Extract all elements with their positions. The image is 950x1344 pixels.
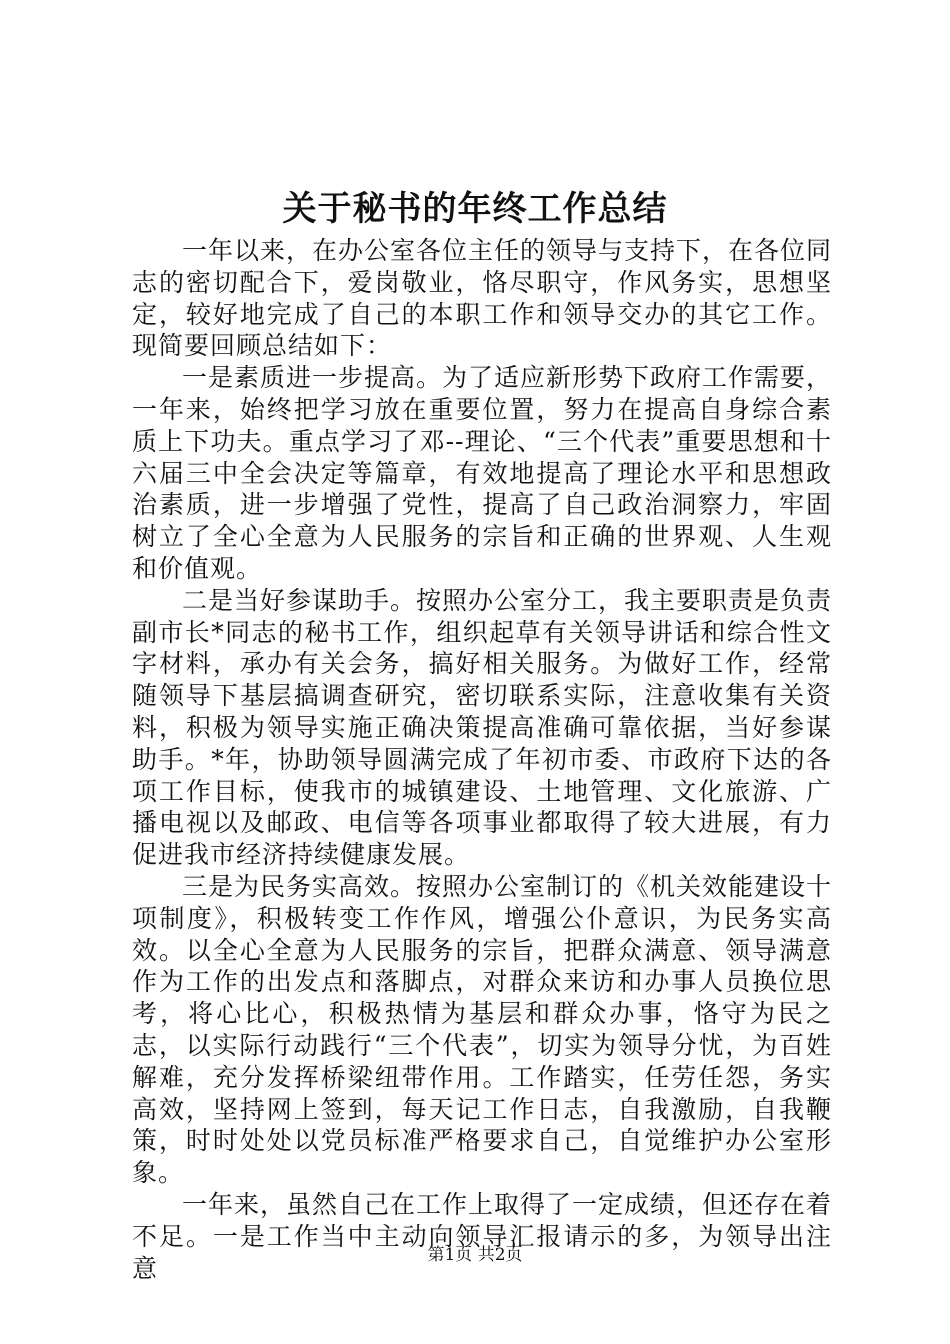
document-title: 关于秘书的年终工作总结 [282, 189, 668, 229]
document-body [132, 235, 832, 1284]
paragraph-shortcomings: 一年来，虽然自己在工作上取得了一定成绩，但还存在着不足。一是工作当中主动向领导汇报请示的多，为领导出注意 [132, 1189, 833, 1283]
paragraph-service: 三是为民务实高效。按照办公室制订的《机关效能建设十项制度》，积极转变工作作风，增强公仆意识，为民务实高效。以全心全意为人民服务的宗旨，把群众满意、领导满意作为工作的出发点和落脚点，对群众来访和办事人员换位思考，将心比心，积极热情为基层和群众办事，恪守为民之志，以实际行动践行“三个代表”，切实为领导分忧，为百姓解难，充分发挥桥梁纽带作用。工作踏实，任劳任怨，务实高效，坚持网上签到，每天记工作日志，自我激励，自我鞭策，时时处处以党员标准严格要求自己，自觉维护办公室形象。 [132, 871, 833, 1188]
paragraph-assistant: 二是当好参谋助手。按照办公室分工，我主要职责是负责副市长*同志的秘书工作，组织起草有关领导讲话和综合性文字材料，承办有关会务，搞好相关服务。为做好工作，经常随领导下基层搞调查研究，密切联系实际，注意收集有关资料，积极为领导实施正确决策提高准确可靠依据，当好参谋助手。*年，协助领导圆满完成了年初市委、市政府下达的各项工作目标，使我市的城镇建设、土地管理、文化旅游、广播电视以及邮政、电信等各项事业都取得了较大进展，有力促进我市经济持续健康发展。 [132, 585, 833, 870]
paragraph-intro: 一年以来，在办公室各位主任的领导与支持下，在各位同志的密切配合下，爱岗敬业，恪尽职守，作风务实，思想坚定，较好地完成了自己的本职工作和领导交办的其它工作。现简要回顾总结如下： [132, 236, 833, 361]
page-number-footer: 第1页 共2页 [427, 1245, 523, 1265]
paragraph-quality: 一是素质进一步提高。为了适应新形势下政府工作需要，一年来，始终把学习放在重要位置，努力在提高自身综合素质上下功夫。重点学习了邓--理论、“三个代表”重要思想和十六届三中全会决定等篇章，有效地提高了理论水平和思想政治素质，进一步增强了党性，提高了自己政治洞察力，牢固树立了全心全意为人民服务的宗旨和正确的世界观、人生观和价值观。 [132, 363, 833, 583]
